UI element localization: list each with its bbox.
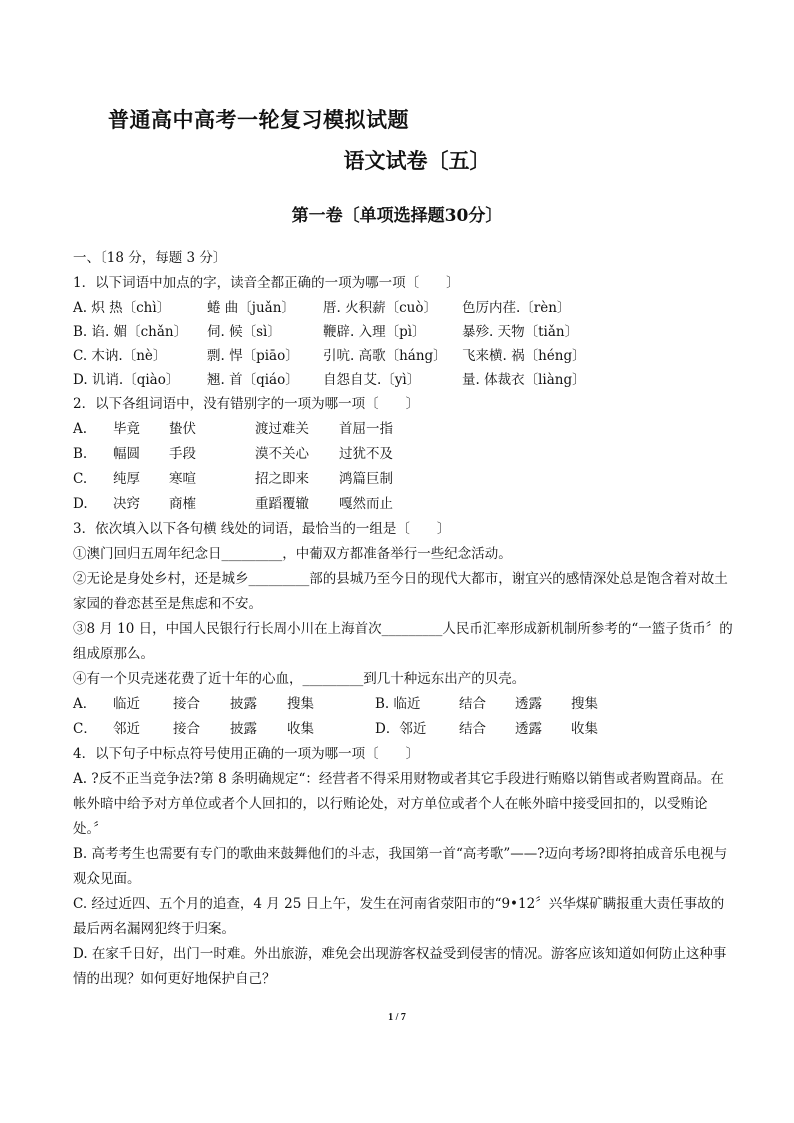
option-word: 招之即来 (255, 471, 309, 487)
option-word: 首屈一指 (339, 421, 393, 437)
option-word: 重蹈覆辙 (255, 496, 309, 512)
option-word: 手段 (169, 446, 196, 462)
question-3-sentence-2: ②无论是身处乡村，还是城乡_________部的县城乃至今日的现代大都市，谢宜兴的感情深处总是饱含着对故土家园的眷恋甚至是焦虑和不安。 (73, 571, 728, 612)
option-cell: 暴殄. 天物〔tiǎn〕 (462, 324, 579, 340)
option-word: 鸿篇巨制 (339, 471, 393, 487)
question-3-options-ab (73, 692, 733, 717)
question-4-option-c: C. 经过近四、五个月的追查，4 月 25 日上午，发生在河南省荥阳市的“9•12〞兴华煤矿瞒报重大责任事故的最后两名漏网犯终于归案。 (73, 896, 725, 937)
paper-title: 语文试卷〔五〕 (343, 148, 491, 173)
question-4-option-b: B. 高考考生也需要有专门的歌曲来鼓舞他们的斗志，我国第一首“高考歌”——?迈向考场?即将拍成音乐电视与观众见面。 (73, 846, 728, 887)
option-word: 披露 (230, 721, 257, 737)
question-1-option-d (73, 368, 733, 392)
option-word: 结合 (459, 696, 486, 712)
option-cell: 引吭. 高歌〔háng〕 (323, 348, 447, 364)
question-1-stem: 1．以下词语中加点的字，读音全都正确的一项为哪一项〔 〕 (73, 275, 460, 291)
option-cell: 翘. 首〔qiáo〕 (207, 372, 299, 388)
option-word: D．邻近 (375, 721, 427, 737)
option-letter: C. (73, 471, 88, 487)
option-word: 纯厚 (113, 471, 140, 487)
option-word: 幅圆 (113, 446, 140, 462)
question-1-option-b (73, 320, 733, 344)
option-cell: 量. 体裁衣〔liàng〕 (462, 372, 586, 388)
option-word: 结合 (459, 721, 486, 737)
option-word: 收集 (287, 721, 314, 737)
option-word: 嘎然而止 (339, 496, 393, 512)
question-3-sentence-1: ①澳门回归五周年纪念日_________，中葡双方都准备举行一些纪念活动。 (73, 546, 512, 562)
option-word: B. 临近 (375, 696, 421, 712)
question-4-option-a: A. ?反不正当竞争法?第 8 条明确规定“：经营者不得采用财物或者其它手段进行贿赂以销售或者购置商品。在帐外暗中给予对方单位或者个人回扣的，以行贿论处，对方单位或者个人在帐外暗中接受回扣的，以受贿论处。〞 (73, 771, 724, 837)
question-2-option-c (73, 467, 733, 492)
option-word: 透露 (515, 721, 542, 737)
option-word: 临近 (113, 696, 140, 712)
option-word: 邻近 (113, 721, 140, 737)
question-1-option-a (73, 296, 733, 320)
volume-title: 第一卷〔单项选择题30分〕 (291, 206, 503, 226)
option-word: 商榷 (169, 496, 196, 512)
question-4-stem: 4．以下句子中标点符号使用正确的一项为哪一项〔 〕 (73, 746, 420, 762)
option-cell: D. 讥诮.〔qiào〕 (73, 372, 180, 388)
option-cell: 剽. 悍〔piāo〕 (207, 348, 299, 364)
question-2-option-d (73, 492, 733, 517)
option-cell: 蜷 曲〔juǎn〕 (207, 300, 295, 316)
question-3-sentence-3: ③8 月 10 日，中国人民银行行长周小川在上海首次_________人民币汇率形成新机制所参考的“一篮子货币〞的组成原那么。 (73, 621, 733, 662)
question-3-sentence-4: ④有一个贝壳迷花费了近十年的心血，_________到几十种远东出产的贝壳。 (73, 671, 526, 687)
option-word: 渡过难关 (255, 421, 309, 437)
option-cell: A. 炽 热〔chì〕 (73, 300, 171, 316)
question-2-stem: 2．以下各组词语中，没有错别字的一项为哪一项〔 〕 (73, 396, 420, 412)
option-letter: A. (73, 421, 88, 437)
option-cell: 自怨自艾.〔yì〕 (323, 372, 421, 388)
question-4-option-d: D. 在家千日好，出门一时难。外出旅游，难免会出现游客权益受到侵害的情况。游客应该知道如何防止这种事情的出现？如何更好地保护自己？ (73, 946, 727, 987)
option-cell: 色厉内荏.〔rèn〕 (462, 300, 571, 316)
option-cell: 飞来横. 祸〔héng〕 (462, 348, 586, 364)
exam-series-title: 普通高中高考一轮复习模拟试题 (108, 107, 409, 132)
option-letter: D. (73, 496, 88, 512)
exam-content (73, 246, 733, 992)
option-word: 蛰伏 (169, 421, 196, 437)
option-letter: C． (73, 721, 97, 737)
option-word: 毕竟 (113, 421, 140, 437)
option-word: 披露 (230, 696, 257, 712)
section-heading: 一、〔18 分，每题 3 分〕 (73, 250, 227, 266)
option-cell: 厝. 火积薪〔cuò〕 (323, 300, 437, 316)
option-word: 接合 (173, 721, 200, 737)
option-word: 接合 (173, 696, 200, 712)
option-letter: A． (73, 696, 97, 712)
option-word: 决窍 (113, 496, 140, 512)
option-word: 透露 (515, 696, 542, 712)
question-1-option-c (73, 344, 733, 368)
option-word: 过犹不及 (339, 446, 393, 462)
option-cell: C. 木讷.〔nè〕 (73, 348, 167, 364)
question-2-option-a (73, 417, 733, 442)
option-letter: B. (73, 446, 88, 462)
option-cell: B. 谄. 媚〔chǎn〕 (73, 324, 188, 340)
option-word: 漠不关心 (255, 446, 309, 462)
option-cell: 鞭辟. 入理〔pì〕 (323, 324, 426, 340)
question-3-stem: 3．依次填入以下各句横 线处的词语，最恰当的一组是〔 〕 (73, 521, 451, 537)
question-2-option-b (73, 442, 733, 467)
page-number: 1 / 7 (388, 1012, 406, 1023)
question-3-options-cd (73, 717, 733, 742)
option-word: 搜集 (571, 696, 598, 712)
option-word: 收集 (571, 721, 598, 737)
option-word: 搜集 (287, 696, 314, 712)
option-cell: 伺. 候〔sì〕 (207, 324, 281, 340)
option-word: 寒喧 (169, 471, 196, 487)
